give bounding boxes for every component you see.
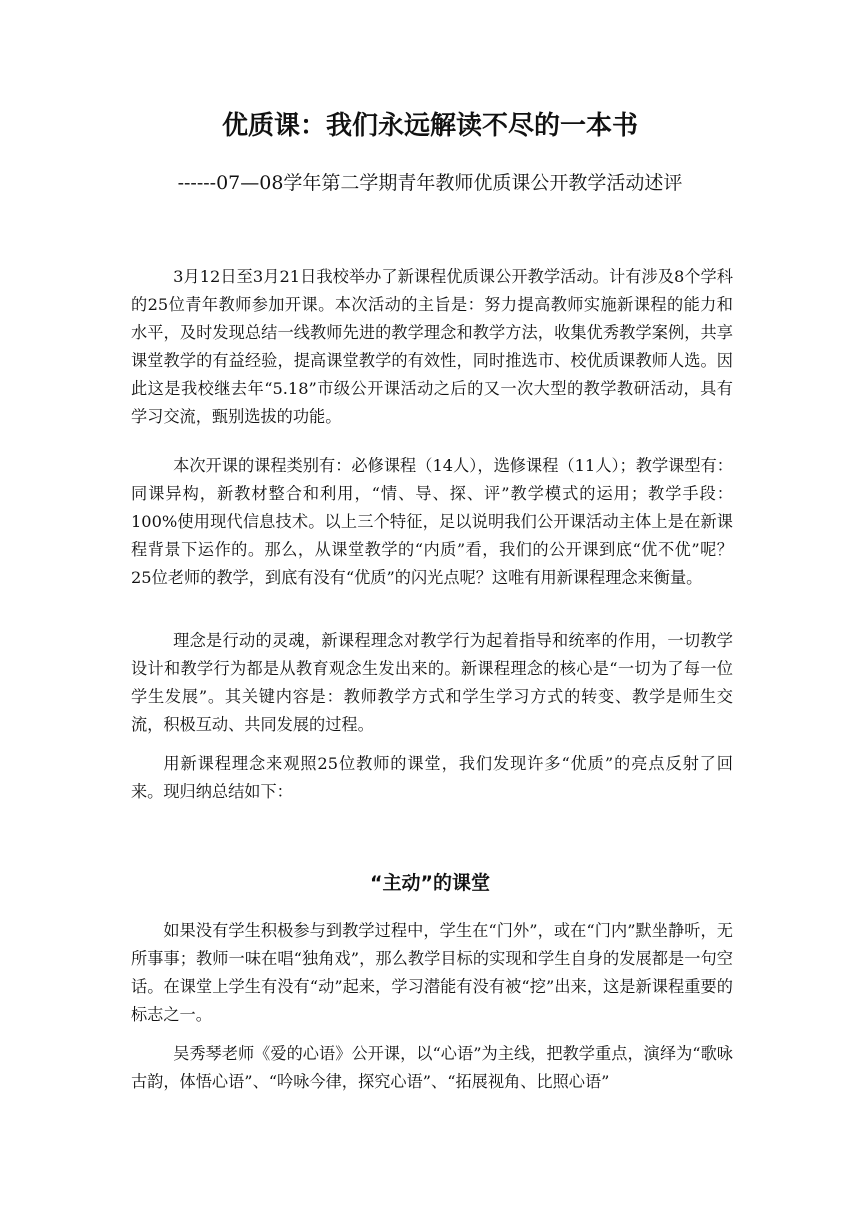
section-paragraph-1: 如果没有学生积极参与到教学过程中，学生在“门外”，或在“门内”默坐静听，无所事事；教师一味在唱“独角戏”，那么教学目标的实现和学生自身的发展都是一句空话。在课堂上学生有没有“动”起来，学习潜能有没有被“挖”出来，这是新课程重要的标志之一。 xyxy=(131,921,733,1024)
paragraph-4: 用新课程理念来观照25位教师的课堂，我们发现许多“优质”的亮点反射了回来。现归纳总结如下： xyxy=(131,754,733,801)
section-body-1 xyxy=(131,917,733,1029)
document-subtitle: ------07—08学年第二学期青年教师优质课公开教学活动述评 xyxy=(177,172,683,194)
section-heading: “主动”的课堂 xyxy=(370,872,490,894)
paragraph-2: 本次开课的课程类别有：必修课程（14人），选修课程（11人）；教学课型有：同课异构，新教材整合和利用，“情、导、探、评”教学模式的运用；教学手段：100%使用现代信息技术。以上三个特征，足以说明我们公开课活动主体上是在新课程背景下运作的。那么，从课堂教学的“内质”看，我们的公开课到底“优不优”呢？25位老师的教学，到底有没有“优质”的闪光点呢？这唯有用新课程理念来衡量。 xyxy=(131,456,733,587)
body-4 xyxy=(131,750,733,806)
paragraph-1: 3月12日至3月21日我校举办了新课程优质课公开教学活动。计有涉及8个学科的25位青年教师参加开课。本次活动的主旨是：努力提高教师实施新课程的能力和水平，及时发现总结一线教师先进的教学理念和教学方法，收集优秀教学案例，共享课堂教学的有益经验，提高课堂教学的有效性，同时推选市、校优质课教师人选。因此这是我校继去年“5.18”市级公开课活动之后的又一次大型的教学教研活动，具有学习交流，甄别选拔的功能。 xyxy=(131,267,733,426)
section-body-2 xyxy=(131,1040,733,1096)
body-3 xyxy=(131,627,733,739)
document-title: 优质课：我们永远解读不尽的一本书 xyxy=(221,111,638,141)
paragraph-3: 理念是行动的灵魂，新课程理念对教学行为起着指导和统率的作用，一切教学设计和教学行为都是从教育观念生发出来的。新课程理念的核心是“一切为了每一位学生发展”。其关键内容是：教师教学方式和学生学习方式的转变、教学是师生交流，积极互动、共同发展的过程。 xyxy=(131,631,733,734)
section-paragraph-2: 吴秀琴老师《爱的心语》公开课，以“心语”为主线，把教学重点，演绎为“歌咏古韵，体悟心语”、“吟咏今律，探究心语”、“拓展视角、比照心语” xyxy=(131,1044,733,1091)
body-2 xyxy=(131,452,733,592)
intro-body xyxy=(131,263,733,431)
